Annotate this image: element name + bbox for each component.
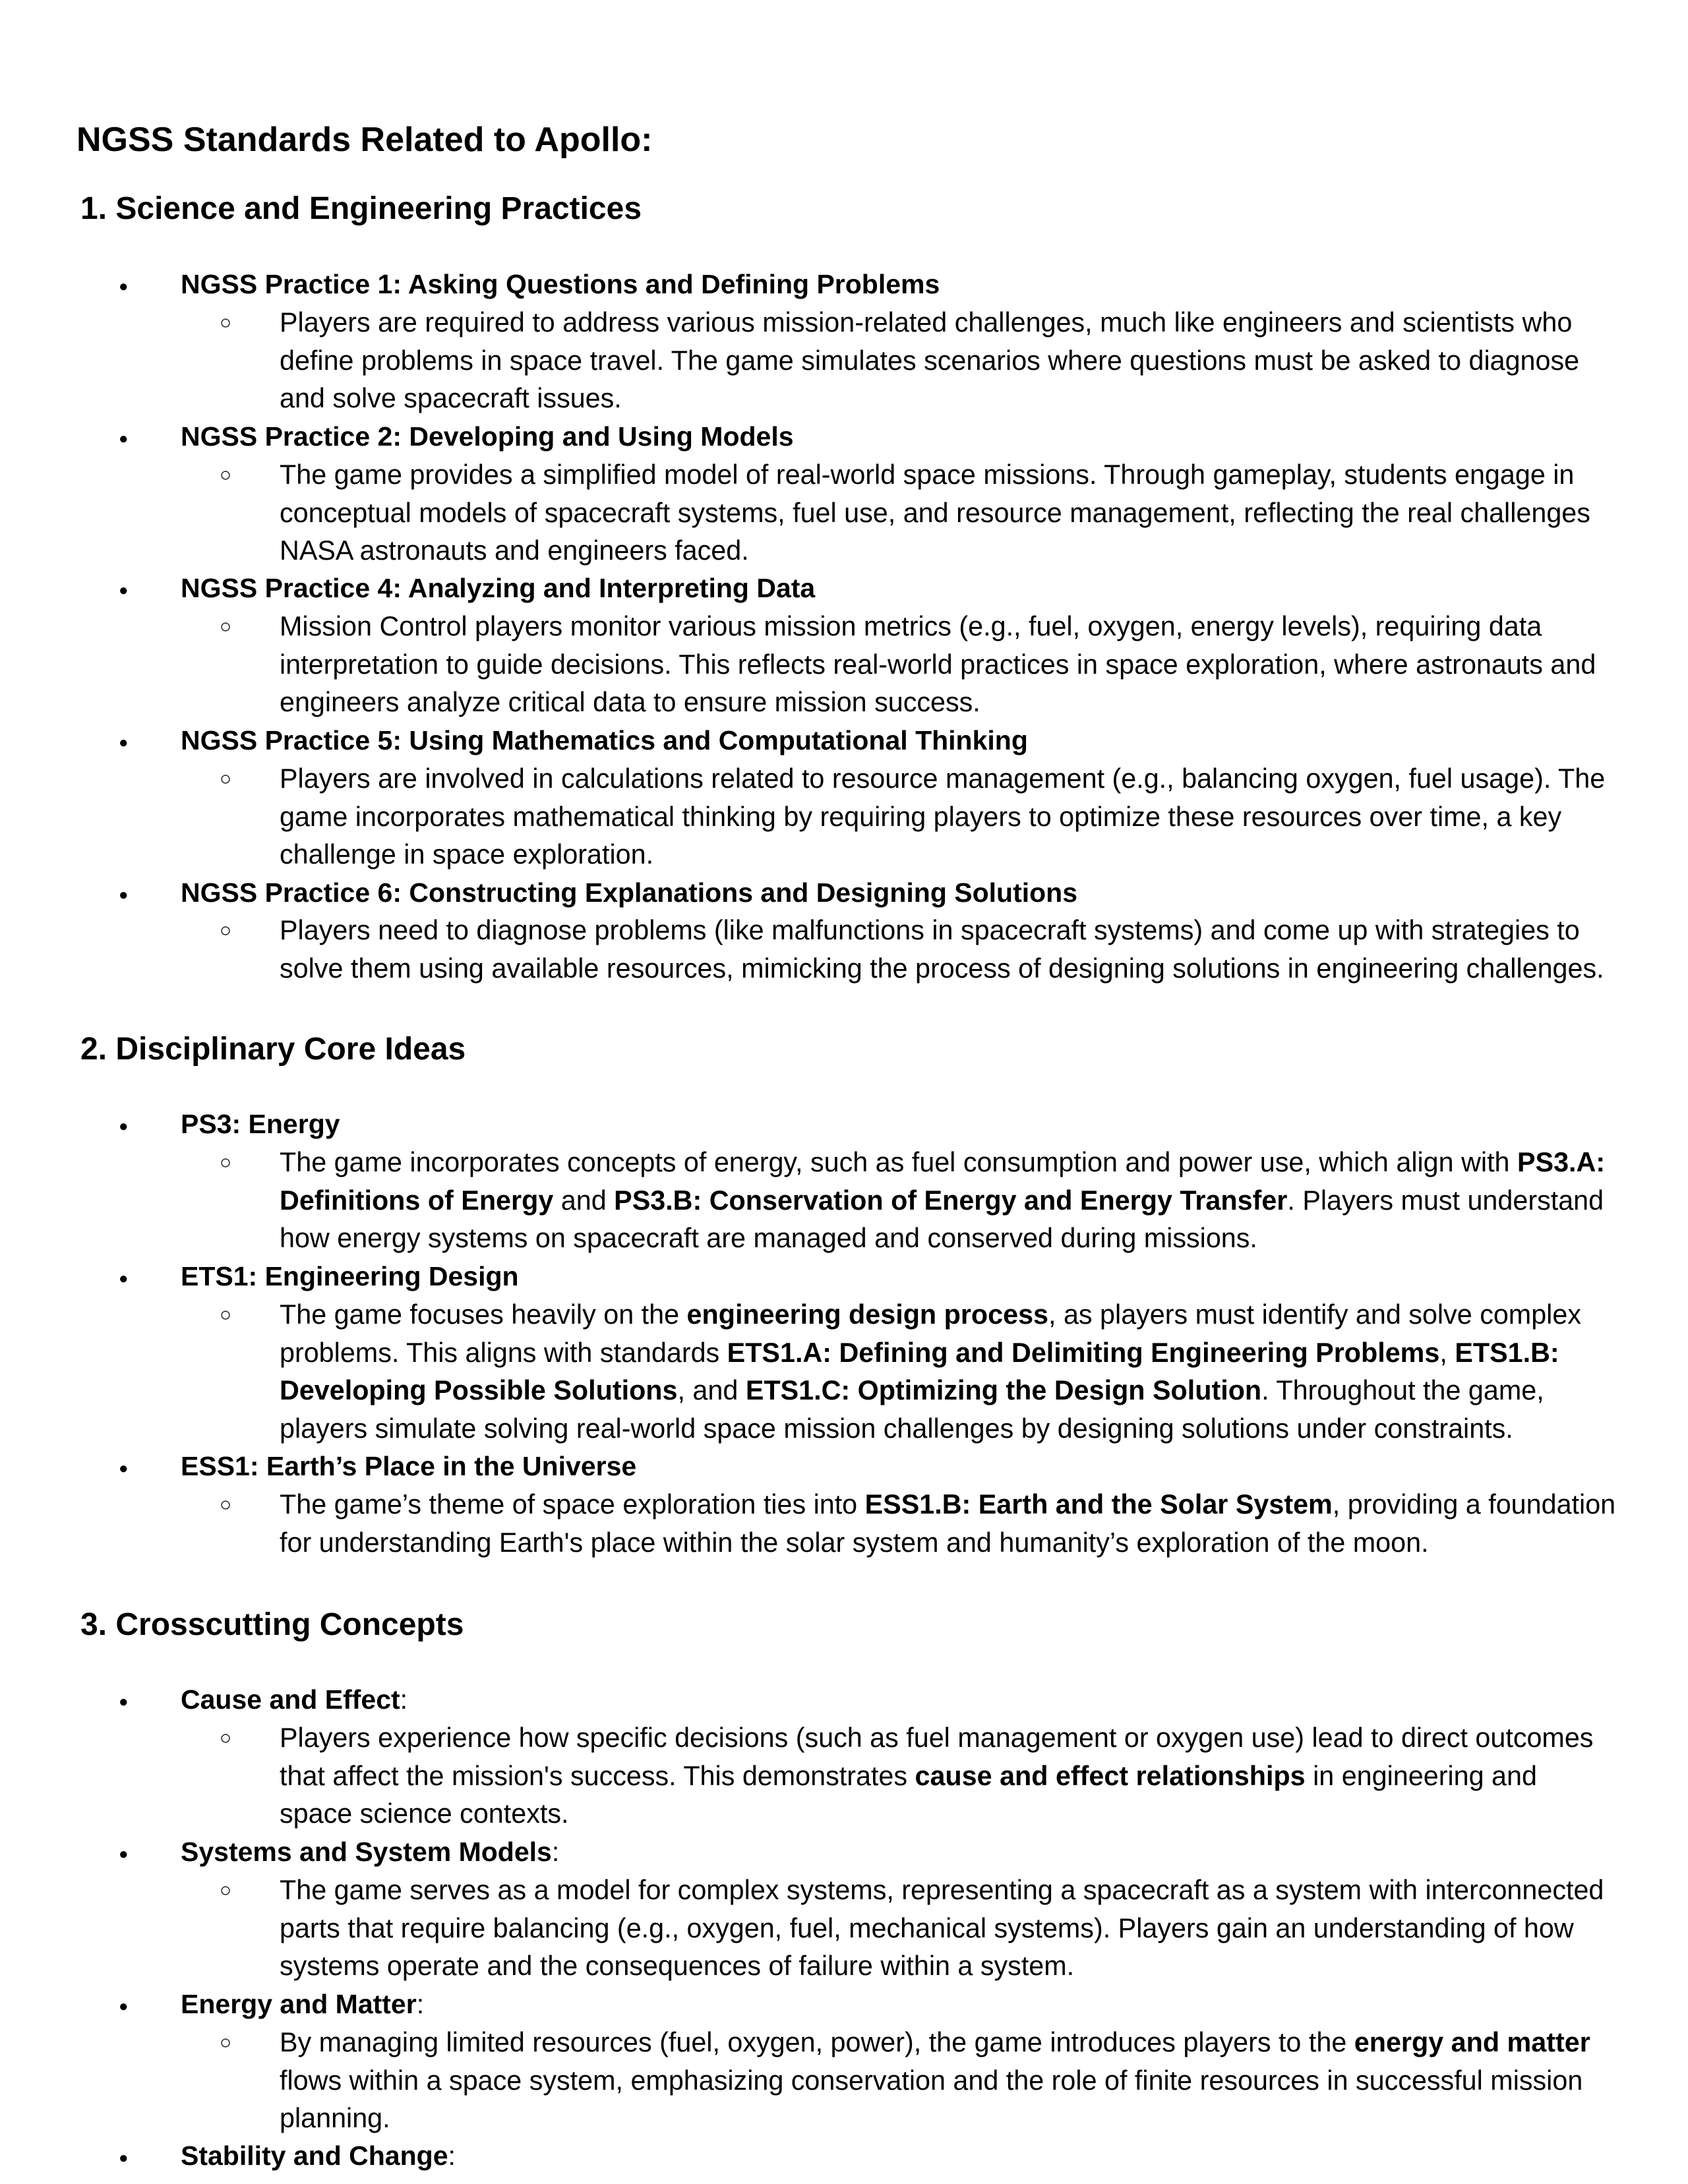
bullet-icon <box>119 722 135 762</box>
sub-bullet-icon <box>218 304 233 342</box>
sub-bullet-icon <box>218 2024 233 2062</box>
systems-label: Systems and System Models: <box>181 1837 560 1867</box>
sub-bullet-icon <box>218 1872 233 1910</box>
practice-2-label: NGSS Practice 2: Developing and Using Models <box>181 421 794 452</box>
sub-bullet-icon <box>218 1144 233 1182</box>
energy-matter-text: By managing limited resources (fuel, oxygen, power), the game introduces players to the energy and matter flows within a space system, emphasizing conservation and the role of finite resources in successful mission planning. <box>280 2027 1590 2134</box>
sub-bullet-icon <box>218 1719 233 1757</box>
sub-bullet-icon <box>218 1486 233 1524</box>
bullet-icon <box>119 1106 135 1146</box>
stability-change-label: Stability and Change: <box>181 2140 456 2171</box>
bullet-icon <box>119 1448 135 1488</box>
ps3-label: PS3: Energy <box>181 1109 340 1139</box>
ess1-label: ESS1: Earth’s Place in the Universe <box>181 1451 637 1481</box>
section-heading-crosscutting: 3. Crosscutting Concepts <box>80 1607 464 1642</box>
practice-2-text: The game provides a simplified model of real-world space missions. Through gameplay, students engage in conceptual models of spacecraft systems, fuel use, and resource management, reflecting the real challenges NASA astronauts and engineers faced. <box>280 459 1590 566</box>
practice-1-label: NGSS Practice 1: Asking Questions and Defining Problems <box>181 269 940 299</box>
sub-bullet-icon <box>218 760 233 798</box>
ets1-text: The game focuses heavily on the engineering design process, as players must identify and solve complex problems. This aligns with standards ETS1.A: Defining and Delimiting Engineering Problems, ETS1.B: Developing Possible Solutions, and ETS1.C: Optimizing the Design Solution. Throughout the game, players simulate solving real-world space mission challenges by designing solutions under constraints. <box>280 1299 1581 1444</box>
bullet-icon <box>119 2137 135 2177</box>
systems-text: The game serves as a model for complex systems, representing a spacecraft as a system with interconnected parts that require balancing (e.g., oxygen, fuel, mechanical systems). Players gain an understanding of how systems operate and the consequences of failure within a system. <box>280 1875 1604 1982</box>
energy-matter-label: Energy and Matter: <box>181 1989 425 2019</box>
practice-6-label: NGSS Practice 6: Constructing Explanations and Designing Solutions <box>181 877 1078 908</box>
bullet-icon <box>119 418 135 458</box>
sub-bullet-icon <box>218 1296 233 1334</box>
sub-bullet-icon <box>218 912 233 950</box>
sub-bullet-icon <box>218 608 233 646</box>
practice-4-label: NGSS Practice 4: Analyzing and Interpreting Data <box>181 573 816 603</box>
sub-bullet-icon <box>218 456 233 494</box>
ps3-text: The game incorporates concepts of energy, such as fuel consumption and power use, which align with PS3.A: Definitions of Energy and PS3.B: Conservation of Energy and Energy Transfer. Players must understand how energy systems on spacecraft are managed and conserved during missions. <box>280 1147 1606 1254</box>
bullet-icon <box>119 1986 135 2026</box>
section-heading-core-ideas: 2. Disciplinary Core Ideas <box>80 1032 466 1067</box>
cause-effect-text: Players experience how specific decisions (such as fuel management or oxygen use) lead to direct outcomes that affect the mission's success. This demonstrates cause and effect relationships in engineering and space science contexts. <box>280 1723 1594 1829</box>
cause-effect-label: Cause and Effect: <box>181 1684 408 1715</box>
practice-5-text: Players are involved in calculations related to resource management (e.g., balancing oxygen, fuel usage). The game incorporates mathematical thinking by requiring players to optimize these resources over time, a key challenge in space exploration. <box>280 763 1606 870</box>
bullet-icon <box>119 1833 135 1874</box>
bullet-icon <box>119 874 135 914</box>
practice-5-label: NGSS Practice 5: Using Mathematics and Computational Thinking <box>181 725 1028 755</box>
section-heading-practices: 1. Science and Engineering Practices <box>80 191 642 226</box>
ess1-text: The game’s theme of space exploration ties into ESS1.B: Earth and the Solar System, providing a foundation for understanding Earth's place within the solar system and humanity’s exploration of the moon. <box>280 1489 1616 1558</box>
practice-1-text: Players are required to address various mission-related challenges, much like engineers and scientists who define problems in space travel. The game simulates scenarios where questions must be asked to diagnose and solve spacecraft issues. <box>280 307 1580 414</box>
bullet-icon <box>119 1681 135 1721</box>
document-title: NGSS Standards Related to Apollo: <box>76 121 653 159</box>
practice-4-text: Mission Control players monitor various mission metrics (e.g., fuel, oxygen, energy levels), requiring data interpretation to guide decisions. This reflects real-world practices in space exploration, where astronauts and engineers analyze critical data to ensure mission success. <box>280 611 1596 718</box>
bullet-icon <box>119 570 135 610</box>
bullet-icon <box>119 1258 135 1298</box>
practice-6-text: Players need to diagnose problems (like malfunctions in spacecraft systems) and come up with strategies to solve them using available resources, mimicking the process of designing solutions in engineering challenges. <box>280 915 1604 984</box>
bullet-icon <box>119 266 135 306</box>
ets1-label: ETS1: Engineering Design <box>181 1261 519 1291</box>
